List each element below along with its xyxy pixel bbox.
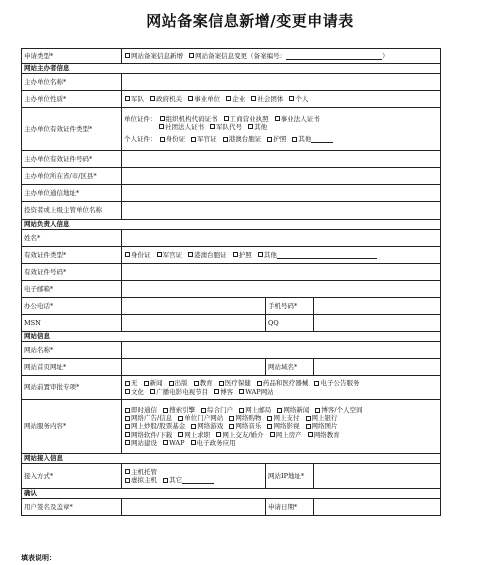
section-site-info: 网站信息 xyxy=(22,332,441,342)
option-svc-2-4[interactable]: 网上银行 xyxy=(305,414,338,422)
checkbox-icon[interactable] xyxy=(163,478,168,483)
option-unit-cert-0[interactable]: 组织机构代码证书 xyxy=(159,115,218,123)
checkbox-icon[interactable] xyxy=(178,432,183,437)
label-investor: 投资者或上级主管单位名称 xyxy=(22,202,122,220)
checkbox-icon[interactable] xyxy=(178,416,183,421)
label-office-phone: 办公电话* xyxy=(22,298,122,315)
label-owner-cert-no: 有效证件号码* xyxy=(22,264,122,281)
preapproval-options xyxy=(122,376,441,400)
option-svc-4-1[interactable]: 网上求职 xyxy=(177,431,210,439)
owner-cert-type-options xyxy=(122,247,441,264)
checkbox-icon[interactable] xyxy=(275,116,280,121)
option-pre-6[interactable]: 电子公告服务 xyxy=(313,379,359,387)
option-svc-1-4[interactable]: 网络新闻 xyxy=(276,406,309,414)
option-pre-4[interactable]: 医疗保健 xyxy=(218,379,251,387)
section-access-info: 网站接入信息 xyxy=(22,454,441,464)
access-method-options xyxy=(122,464,266,489)
checkbox-icon[interactable] xyxy=(144,381,149,386)
option-svc-2-0[interactable]: 网络广告/信息 xyxy=(124,414,172,422)
application-type-options xyxy=(122,49,441,64)
label-msn: MSN xyxy=(22,315,122,332)
option-virtual-host[interactable]: 虚拟主机 xyxy=(124,476,157,484)
checkbox-icon[interactable] xyxy=(163,440,168,445)
field-sponsor-cert-no[interactable] xyxy=(122,151,441,168)
label-sponsor-address: 主办单位通信地址* xyxy=(22,185,122,202)
option-svc-3-4[interactable]: 网络图片 xyxy=(305,422,338,430)
checkbox-icon[interactable] xyxy=(125,252,130,257)
form-notes-heading: 填表说明： xyxy=(21,554,56,562)
field-sponsor-name[interactable] xyxy=(122,74,441,91)
field-msn[interactable] xyxy=(122,315,266,332)
checkbox-icon[interactable] xyxy=(125,440,130,445)
checkbox-icon[interactable] xyxy=(191,137,196,142)
checkbox-icon[interactable] xyxy=(239,408,244,413)
checkbox-icon[interactable] xyxy=(306,424,311,429)
field-sponsor-address[interactable] xyxy=(122,185,441,202)
option-unit-cert-2[interactable]: 事业法人证书 xyxy=(274,115,320,123)
checkbox-icon[interactable] xyxy=(258,252,263,257)
checkbox-icon[interactable] xyxy=(308,432,313,437)
checkbox-icon[interactable] xyxy=(150,96,155,101)
option-personal-cert-1[interactable]: 军官证 xyxy=(190,135,217,143)
label-preapproval: 网站前置审批专项* xyxy=(22,376,122,400)
option-pre-10[interactable]: WAP网站 xyxy=(238,388,273,396)
checkbox-icon[interactable] xyxy=(267,416,272,421)
checkbox-icon[interactable] xyxy=(125,478,130,483)
option-svc-4-4[interactable]: 网络教育 xyxy=(307,431,340,439)
label-owner-email: 电子邮箱* xyxy=(22,281,122,298)
checkbox-icon[interactable] xyxy=(292,137,297,142)
option-svc-1-1[interactable]: 搜索引擎 xyxy=(162,406,195,414)
label-ip-address: 网站IP地址* xyxy=(266,464,314,489)
label-domain: 网站域名* xyxy=(266,359,314,376)
checkbox-icon[interactable] xyxy=(125,381,130,386)
checkbox-icon[interactable] xyxy=(188,252,193,257)
checkbox-icon[interactable] xyxy=(226,96,231,101)
label-sponsor-name: 主办单位名称* xyxy=(22,74,122,91)
checkbox-icon[interactable] xyxy=(229,424,234,429)
option-nature-4[interactable]: 社会团体 xyxy=(250,95,283,103)
option-new[interactable]: 网站备案信息新增 xyxy=(124,52,183,60)
field-apply-date[interactable] xyxy=(314,499,441,516)
option-svc-5-2[interactable]: 电子政务应用 xyxy=(190,439,236,447)
checkbox-icon[interactable] xyxy=(223,137,228,142)
record-number-field[interactable] xyxy=(286,59,382,60)
field-office-phone[interactable] xyxy=(122,298,266,315)
section-confirm: 确认 xyxy=(22,489,441,499)
owner-other-cert-field[interactable] xyxy=(277,258,377,259)
option-svc-1-5[interactable]: 博客/个人空间 xyxy=(314,406,362,414)
option-personal-cert-2[interactable]: 港澳台胞证 xyxy=(222,135,262,143)
checkbox-icon[interactable] xyxy=(189,53,194,58)
option-pre-1[interactable]: 新闻 xyxy=(143,379,163,387)
checkbox-icon[interactable] xyxy=(267,137,272,142)
option-nature-5[interactable]: 个人 xyxy=(288,95,308,103)
checkbox-icon[interactable] xyxy=(125,408,130,413)
option-personal-cert-0[interactable]: 身份证 xyxy=(159,135,186,143)
field-site-name[interactable] xyxy=(122,342,441,359)
checkbox-icon[interactable] xyxy=(169,381,174,386)
checkbox-icon[interactable] xyxy=(251,96,256,101)
option-owner-cert-1[interactable]: 军官证 xyxy=(156,251,183,259)
option-svc-4-2[interactable]: 网上交友/婚介 xyxy=(215,431,263,439)
label-homepage: 网站首页网址* xyxy=(22,359,122,376)
checkbox-icon[interactable] xyxy=(277,408,282,413)
option-other-access[interactable]: 其它 xyxy=(162,476,214,484)
checkbox-icon[interactable] xyxy=(248,124,253,129)
application-form-table xyxy=(21,48,441,516)
checkbox-icon[interactable] xyxy=(314,381,319,386)
checkbox-icon[interactable] xyxy=(160,116,165,121)
option-owner-cert-0[interactable]: 身份证 xyxy=(124,251,151,259)
option-svc-3-0[interactable]: 网上炒股/股票基金 xyxy=(124,422,185,430)
field-homepage[interactable] xyxy=(122,359,266,376)
checkbox-icon[interactable] xyxy=(191,424,196,429)
field-signature[interactable] xyxy=(122,499,266,516)
option-personal-cert-3[interactable]: 护照 xyxy=(266,135,286,143)
option-pre-3[interactable]: 教育 xyxy=(193,379,213,387)
option-nature-1[interactable]: 政府机关 xyxy=(149,95,182,103)
option-nature-2[interactable]: 事业单位 xyxy=(187,95,220,103)
label-mobile: 手机号码* xyxy=(266,298,314,315)
label-service-content: 网站服务内容* xyxy=(22,400,122,454)
label-site-name: 网站名称* xyxy=(22,342,122,359)
label-sponsor-nature: 主办单位性质* xyxy=(22,91,122,108)
checkbox-icon[interactable] xyxy=(306,416,311,421)
field-sponsor-location[interactable] xyxy=(122,168,441,185)
option-svc-1-3[interactable]: 网上邮局 xyxy=(238,406,271,414)
option-svc-4-0[interactable]: 网络软件/下载 xyxy=(124,431,172,439)
other-access-field[interactable] xyxy=(182,483,214,484)
option-pre-2[interactable]: 出版 xyxy=(168,379,188,387)
field-qq[interactable] xyxy=(314,315,441,332)
checkbox-icon[interactable] xyxy=(289,96,294,101)
field-owner-email[interactable] xyxy=(122,281,441,298)
label-sponsor-cert-type: 主办单位有效证件类型* xyxy=(22,108,122,151)
label-qq: QQ xyxy=(266,315,314,332)
field-mobile[interactable] xyxy=(314,298,441,315)
checkbox-icon[interactable] xyxy=(125,389,130,394)
checkbox-icon[interactable] xyxy=(188,96,193,101)
other-cert-field[interactable] xyxy=(311,142,333,143)
option-svc-3-2[interactable]: 网络音乐 xyxy=(228,422,261,430)
option-svc-1-0[interactable]: 即时通信 xyxy=(124,406,157,414)
checkbox-icon[interactable] xyxy=(125,416,130,421)
label-owner-name: 姓名* xyxy=(22,230,122,247)
checkbox-icon[interactable] xyxy=(125,96,130,101)
option-svc-5-1[interactable]: WAP xyxy=(162,439,184,447)
sponsor-nature-options xyxy=(122,91,441,108)
checkbox-icon[interactable] xyxy=(191,440,196,445)
checkbox-icon[interactable] xyxy=(239,389,244,394)
sponsor-cert-type-options: 单位证件： 组织机构代码证书 工商营业执照 事业法人证书 社团法人证书 军队代号 其他 个人证件： 身份证 军官证 港澳台胞证 护照 其他 xyxy=(122,108,441,151)
checkbox-icon[interactable] xyxy=(214,389,219,394)
option-nature-0[interactable]: 军队 xyxy=(124,95,144,103)
option-personal-cert-4[interactable]: 其他 xyxy=(291,135,333,143)
checkbox-icon[interactable] xyxy=(157,252,162,257)
checkbox-icon[interactable] xyxy=(315,408,320,413)
checkbox-icon[interactable] xyxy=(159,124,164,129)
option-svc-2-2[interactable]: 网络购物 xyxy=(228,414,261,422)
row-application-type xyxy=(22,49,441,64)
label-sponsor-cert-no: 主办单位有效证件号码* xyxy=(22,151,122,168)
option-svc-2-1[interactable]: 单位门户网站 xyxy=(177,414,223,422)
form-title: 网站备案信息新增/变更申请表 xyxy=(146,12,354,30)
section-sponsor-info: 网站主办者信息 xyxy=(22,64,441,74)
option-svc-2-3[interactable]: 网上支付 xyxy=(266,414,299,422)
checkbox-icon[interactable] xyxy=(210,124,215,129)
option-unit-cert-4[interactable]: 军队代号 xyxy=(209,123,242,131)
option-owner-cert-2[interactable]: 港澳台胞证 xyxy=(187,251,227,259)
option-unit-cert-1[interactable]: 工商营业执照 xyxy=(223,115,269,123)
checkbox-icon[interactable] xyxy=(125,53,130,58)
option-pre-7[interactable]: 文化 xyxy=(124,388,144,396)
option-svc-5-0[interactable]: 网站建设 xyxy=(124,439,157,447)
section-owner-info: 网站负责人信息 xyxy=(22,220,441,230)
option-svc-3-1[interactable]: 网络游戏 xyxy=(190,422,223,430)
checkbox-icon[interactable] xyxy=(224,116,229,121)
label-sponsor-location: 主办单位所在省/市/区县* xyxy=(22,168,122,185)
checkbox-icon[interactable] xyxy=(125,432,130,437)
checkbox-icon[interactable] xyxy=(257,381,262,386)
service-content-options xyxy=(122,400,441,454)
checkbox-icon[interactable] xyxy=(233,252,238,257)
option-pre-0[interactable]: 无 xyxy=(124,379,138,387)
field-owner-cert-no[interactable] xyxy=(122,264,441,281)
option-owner-cert-4[interactable]: 其他 xyxy=(257,251,377,259)
option-unit-cert-3[interactable]: 社团法人证书 xyxy=(158,123,204,131)
checkbox-icon[interactable] xyxy=(150,389,155,394)
option-pre-5[interactable]: 药品和医疗器械 xyxy=(256,379,309,387)
label-owner-cert-type: 有效证件类型* xyxy=(22,247,122,264)
checkbox-icon[interactable] xyxy=(229,416,234,421)
checkbox-icon[interactable] xyxy=(216,432,221,437)
option-svc-1-2[interactable]: 综合门户 xyxy=(200,406,233,414)
label-apply-date: 申请日期* xyxy=(266,499,314,516)
option-svc-3-3[interactable]: 网络影视 xyxy=(266,422,299,430)
checkbox-icon[interactable] xyxy=(160,137,165,142)
option-unit-cert-5[interactable]: 其他 xyxy=(247,123,267,131)
checkbox-icon[interactable] xyxy=(125,469,130,474)
option-change[interactable]: 网站备案信息变更（备案编号： ） xyxy=(188,52,389,60)
label-signature: 用户签名及盖章* xyxy=(22,499,122,516)
option-owner-cert-3[interactable]: 护照 xyxy=(232,251,252,259)
option-svc-4-3[interactable]: 网上房产 xyxy=(269,431,302,439)
label-application-type: 申请类型* xyxy=(22,49,122,64)
checkbox-icon[interactable] xyxy=(125,424,130,429)
field-ip-address[interactable] xyxy=(314,464,441,489)
option-nature-3[interactable]: 企业 xyxy=(225,95,245,103)
checkbox-icon[interactable] xyxy=(270,432,275,437)
field-investor[interactable] xyxy=(122,202,441,220)
checkbox-icon[interactable] xyxy=(219,381,224,386)
field-domain[interactable] xyxy=(314,359,441,376)
label-access-method: 接入方式* xyxy=(22,464,122,489)
checkbox-icon[interactable] xyxy=(267,424,272,429)
checkbox-icon[interactable] xyxy=(201,408,206,413)
field-owner-name[interactable] xyxy=(122,230,441,247)
option-hosting[interactable]: 主机托管 xyxy=(124,468,157,476)
checkbox-icon[interactable] xyxy=(163,408,168,413)
option-pre-9[interactable]: 博客 xyxy=(213,388,233,396)
checkbox-icon[interactable] xyxy=(194,381,199,386)
option-pre-8[interactable]: 广播电影电视节目 xyxy=(149,388,208,396)
